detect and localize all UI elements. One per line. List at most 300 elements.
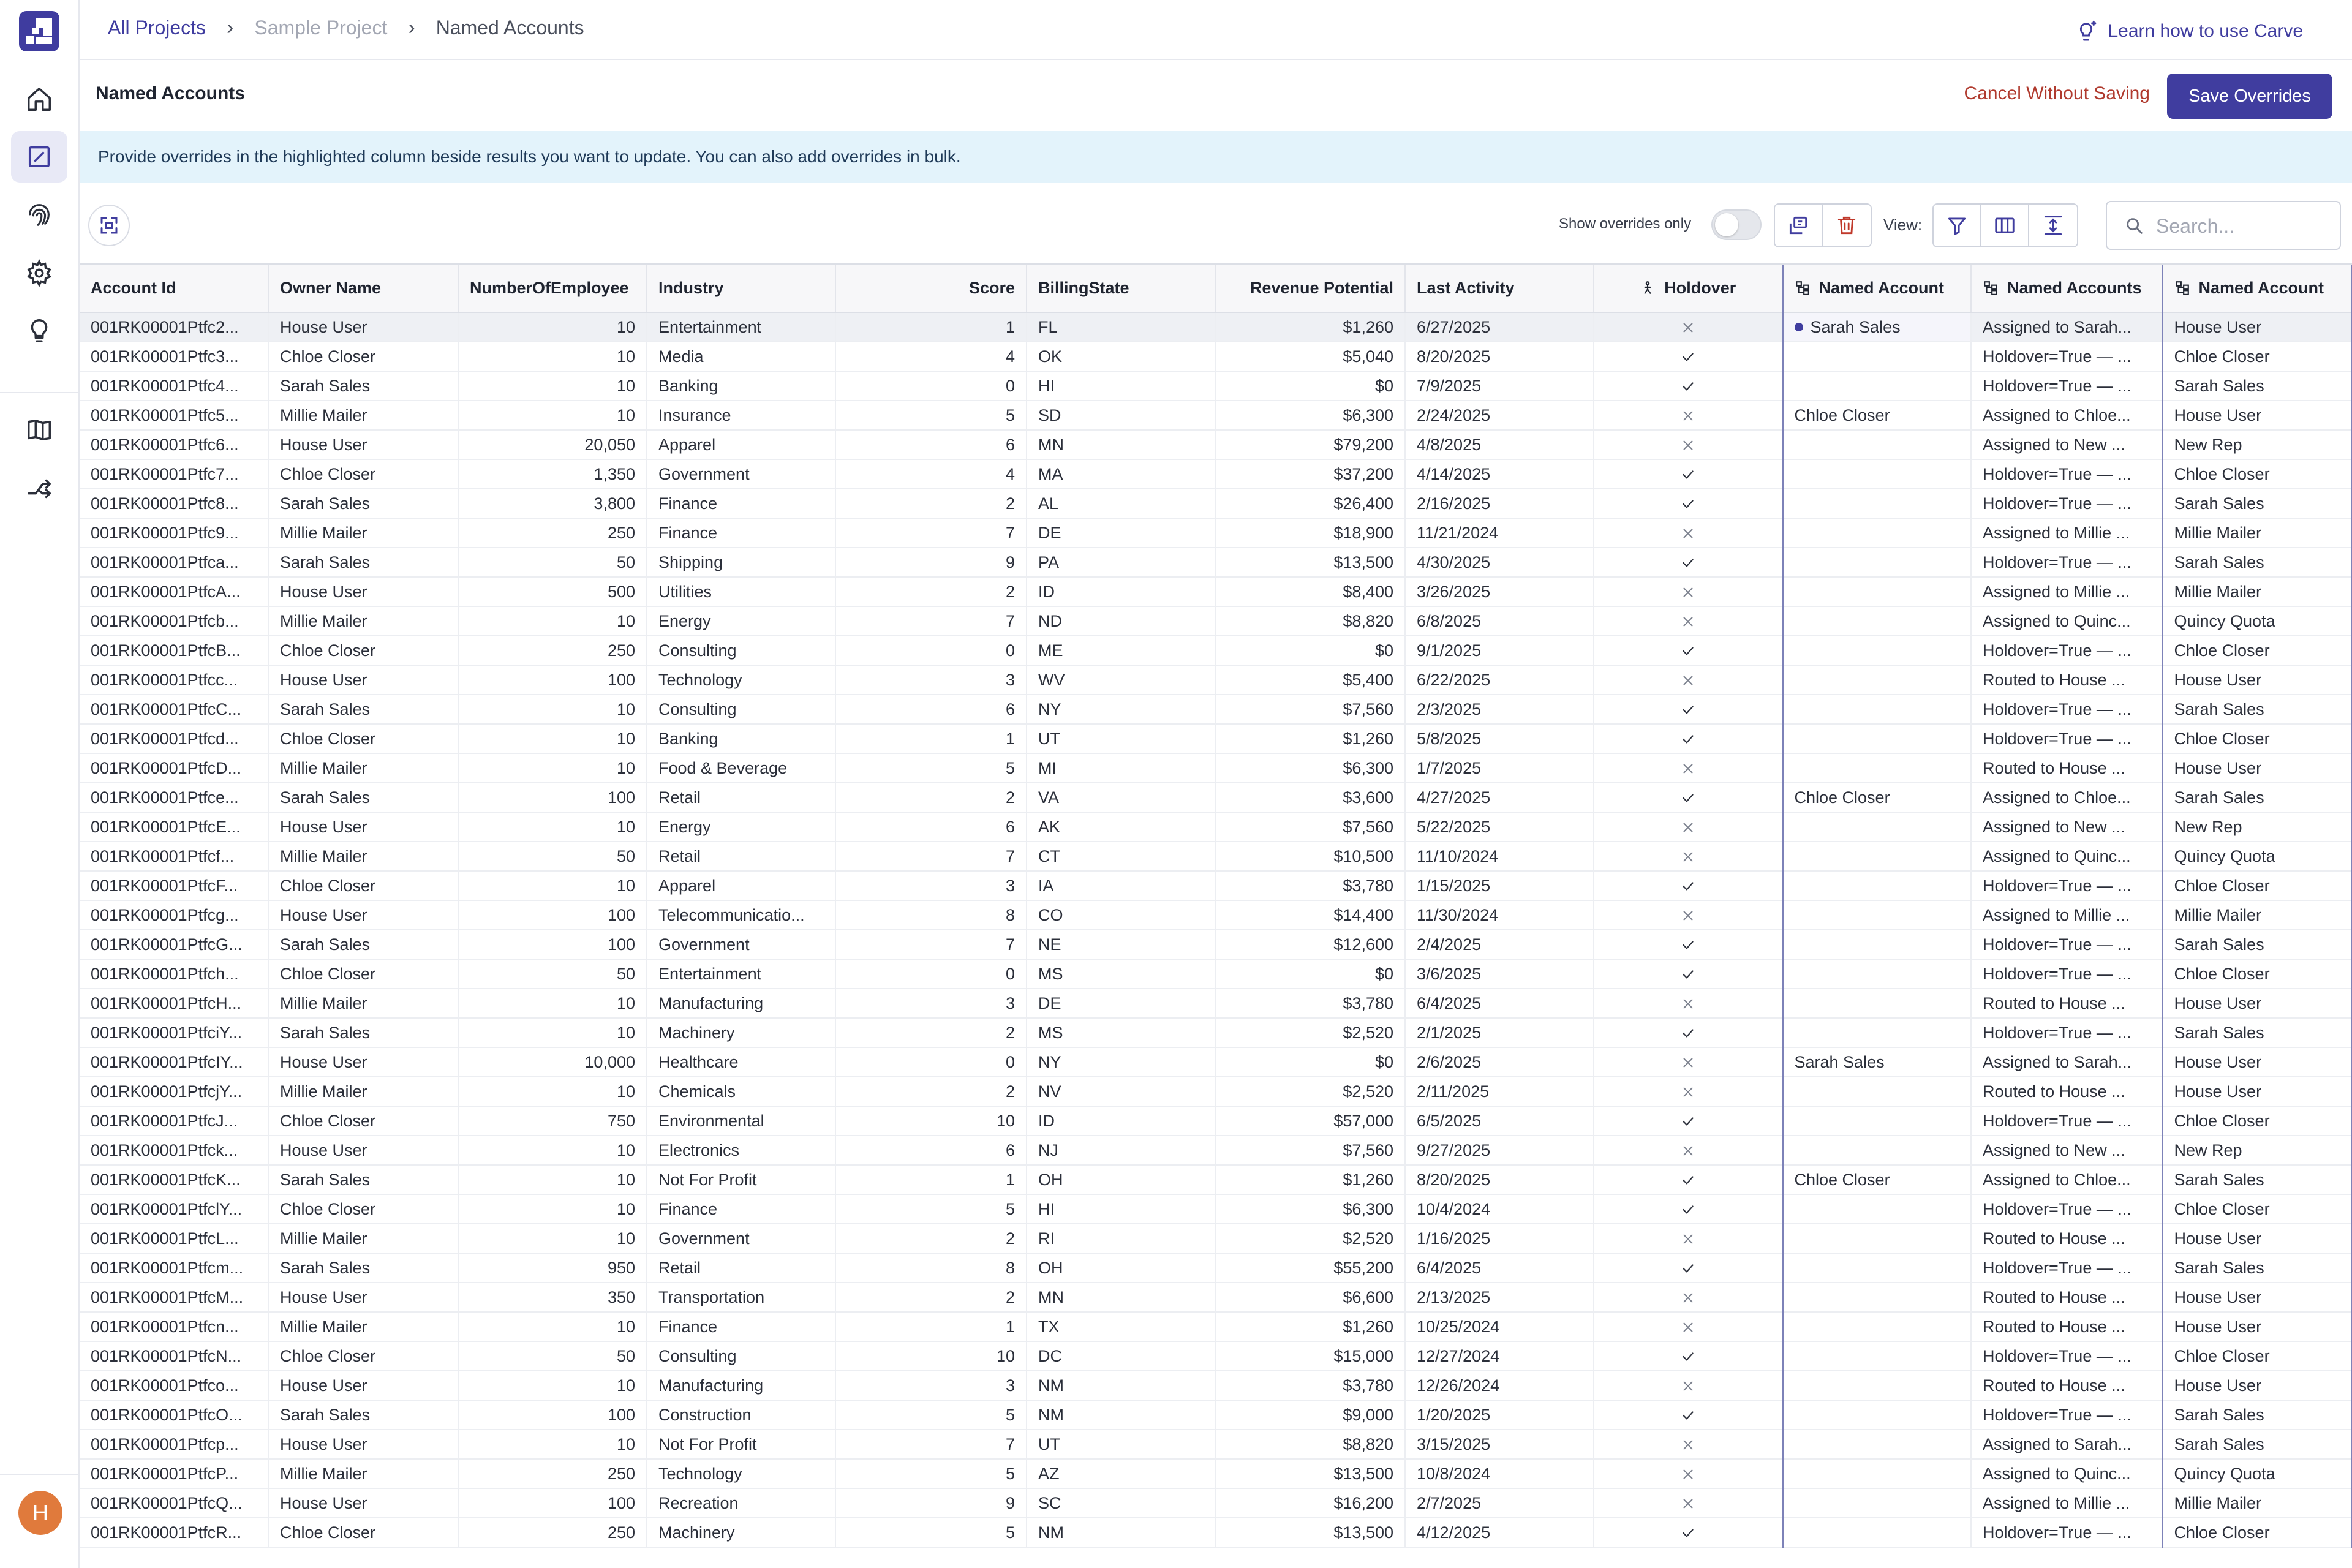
cell-override-input[interactable] [1782,1488,1971,1518]
cell-last-activity: 4/30/2025 [1405,548,1594,577]
table-row[interactable] [80,1488,2352,1518]
cell-named-account: House User [2162,989,2352,1018]
cell-score: 0 [835,1047,1027,1077]
cell-override-input[interactable] [1782,871,1971,900]
cell-billing-state: MN [1027,1283,1215,1312]
table-row[interactable] [80,665,2352,695]
table-row[interactable] [80,1371,2352,1400]
cell-last-activity: 4/12/2025 [1405,1518,1594,1547]
table-row[interactable] [80,753,2352,783]
check-icon [1680,467,1696,483]
cell-override-input[interactable] [1782,518,1971,548]
overrides-icon[interactable] [11,131,67,183]
cell-holdover [1594,842,1782,871]
table-row[interactable] [80,342,2352,371]
cell-revenue: $14,400 [1215,900,1405,930]
check-icon [1680,379,1696,394]
cell-holdover [1594,577,1782,606]
cell-revenue: $5,400 [1215,665,1405,695]
table-row[interactable] [80,812,2352,842]
cell-override-input[interactable] [1782,430,1971,459]
cell-override-input[interactable] [1782,459,1971,489]
avatar[interactable]: H [18,1491,62,1535]
cell-last-activity: 4/27/2025 [1405,783,1594,812]
cell-industry: Entertainment [647,312,835,342]
cell-override-input[interactable] [1782,606,1971,636]
table-row[interactable] [80,430,2352,459]
cell-employees: 10 [458,989,647,1018]
cell-billing-state: CO [1027,900,1215,930]
cell-override-input[interactable] [1782,1430,1971,1459]
fingerprint-icon[interactable] [11,189,67,240]
cell-named-account: New Rep [2162,430,2352,459]
cell-owner-name: Millie Mailer [268,1312,458,1341]
cell-holdover [1594,1106,1782,1136]
cell-named-account: Chloe Closer [2162,1106,2352,1136]
table-row[interactable] [80,1165,2352,1194]
cell-industry: Energy [647,812,835,842]
cell-revenue: $8,820 [1215,606,1405,636]
cell-employees: 750 [458,1106,647,1136]
cell-revenue: $13,500 [1215,1518,1405,1547]
cell-last-activity: 11/21/2024 [1405,518,1594,548]
cell-employees: 10 [458,753,647,783]
cell-override-input[interactable] [1782,989,1971,1018]
cell-account-id: 001RK00001Ptfca... [80,548,268,577]
show-overrides-toggle[interactable] [1711,209,1762,240]
cell-score: 6 [835,430,1027,459]
cell-revenue: $16,200 [1215,1488,1405,1518]
copy-icon[interactable] [1775,205,1823,246]
cell-owner-name: Chloe Closer [268,1106,458,1136]
cell-employees: 10 [458,401,647,430]
cell-reason: Assigned to New ... [1971,430,2162,459]
cell-account-id: 001RK00001Ptfc6... [80,430,268,459]
cell-account-id: 001RK00001PtfcD... [80,753,268,783]
cell-account-id: 001RK00001Ptfcd... [80,724,268,753]
cell-account-id: 001RK00001PtfcF... [80,871,268,900]
cell-industry: Apparel [647,430,835,459]
routing-icon[interactable] [11,463,67,514]
cell-owner-name: Millie Mailer [268,989,458,1018]
table-row[interactable] [80,1253,2352,1283]
cell-named-account: New Rep [2162,1136,2352,1165]
cell-score: 2 [835,1224,1027,1253]
cell-account-id: 001RK00001Ptfc7... [80,459,268,489]
cell-override-input[interactable] [1782,665,1971,695]
docs-book-icon[interactable] [11,404,67,456]
cell-named-account: House User [2162,1077,2352,1106]
cell-owner-name: House User [268,1430,458,1459]
table-row[interactable] [80,606,2352,636]
table-row[interactable] [80,900,2352,930]
cell-override-input[interactable] [1782,1341,1971,1371]
x-icon [1680,526,1696,541]
cell-employees: 50 [458,959,647,989]
cell-owner-name: Chloe Closer [268,871,458,900]
cell-override-input[interactable] [1782,724,1971,753]
cell-last-activity: 6/27/2025 [1405,312,1594,342]
cell-billing-state: NM [1027,1518,1215,1547]
cell-industry: Consulting [647,695,835,724]
cell-score: 4 [835,459,1027,489]
cell-holdover [1594,1047,1782,1077]
col-header-holdover[interactable] [1594,265,1782,312]
row-height-icon[interactable] [2029,205,2077,246]
cell-override-input[interactable] [1782,1106,1971,1136]
cell-employees: 250 [458,518,647,548]
cell-owner-name: Chloe Closer [268,1341,458,1371]
cell-last-activity: 5/8/2025 [1405,724,1594,753]
cell-last-activity: 8/20/2025 [1405,342,1594,371]
cell-override-input[interactable] [1782,695,1971,724]
cell-named-account: Sarah Sales [2162,783,2352,812]
cell-revenue: $13,500 [1215,1459,1405,1488]
learn-link[interactable] [2073,18,2303,44]
cell-last-activity: 6/8/2025 [1405,606,1594,636]
col-header-score[interactable]: Score [835,265,1027,312]
col-header-named-accounts-reason[interactable] [1971,265,2162,312]
expand-icon[interactable] [88,205,130,246]
x-icon [1680,437,1696,453]
cell-override-input[interactable] [1782,1371,1971,1400]
table-row[interactable] [80,1283,2352,1312]
table-row[interactable] [80,489,2352,518]
table-row[interactable] [80,871,2352,900]
cell-account-id: 001RK00001Ptfcg... [80,900,268,930]
cell-score: 5 [835,1194,1027,1224]
cell-billing-state: OH [1027,1165,1215,1194]
col-header-named-account-result[interactable] [2162,265,2352,312]
col-header-named-account-override[interactable] [1782,265,1971,312]
cell-reason: Assigned to Chloe... [1971,1165,2162,1194]
cell-score: 10 [835,1341,1027,1371]
col-header-number-of-employee[interactable]: NumberOfEmployee [458,265,647,312]
cell-holdover [1594,665,1782,695]
cell-owner-name: Millie Mailer [268,753,458,783]
chevron-right-icon: › [227,16,234,39]
table-row[interactable] [80,1018,2352,1047]
cell-revenue: $1,260 [1215,1165,1405,1194]
cell-override-input[interactable] [1782,900,1971,930]
cell-override-input[interactable] [1782,1018,1971,1047]
cell-account-id: 001RK00001Ptfc8... [80,489,268,518]
save-overrides-button[interactable]: Save Overrides [2167,74,2332,119]
cell-last-activity: 2/11/2025 [1405,1077,1594,1106]
cell-revenue: $3,780 [1215,1371,1405,1400]
cell-named-account: Chloe Closer [2162,459,2352,489]
cell-reason: Routed to House ... [1971,1224,2162,1253]
cell-reason: Holdover=True — ... [1971,1253,2162,1283]
cell-override-input[interactable] [1782,1518,1971,1547]
cell-override-input[interactable]: Sarah Sales [1782,1047,1971,1077]
table-header-row [80,265,2352,312]
lightbulb-icon[interactable] [11,305,67,356]
cell-named-account: Sarah Sales [2162,1430,2352,1459]
cell-named-account: House User [2162,1224,2352,1253]
cell-employees: 10 [458,695,647,724]
cell-holdover [1594,1224,1782,1253]
cell-override-input[interactable] [1782,842,1971,871]
table-row[interactable] [80,401,2352,430]
cell-revenue: $26,400 [1215,489,1405,518]
col-header-industry[interactable]: Industry [647,265,835,312]
cell-holdover [1594,1194,1782,1224]
cell-holdover [1594,371,1782,401]
cell-account-id: 001RK00001PtfcB... [80,636,268,665]
cell-industry: Machinery [647,1518,835,1547]
check-icon [1680,349,1696,365]
cell-account-id: 001RK00001PtfciY... [80,1018,268,1047]
cell-employees: 10 [458,1224,647,1253]
cell-override-input[interactable] [1782,1136,1971,1165]
cell-named-account: Chloe Closer [2162,636,2352,665]
cell-score: 6 [835,1136,1027,1165]
cancel-button[interactable]: Cancel Without Saving [1964,83,2150,104]
x-icon [1680,1378,1696,1394]
cell-score: 5 [835,1400,1027,1430]
table-row[interactable] [80,459,2352,489]
cell-holdover [1594,1165,1782,1194]
cell-reason: Assigned to Chloe... [1971,783,2162,812]
cell-holdover [1594,430,1782,459]
cell-account-id: 001RK00001Ptfck... [80,1136,268,1165]
cell-revenue: $3,780 [1215,871,1405,900]
table-row[interactable] [80,548,2352,577]
breadcrumb-sample-project[interactable]: Sample Project [254,17,388,39]
cell-revenue: $2,520 [1215,1077,1405,1106]
col-header-billing-state[interactable]: BillingState [1027,265,1215,312]
cell-reason: Holdover=True — ... [1971,1400,2162,1430]
cell-revenue: $6,600 [1215,1283,1405,1312]
check-icon [1680,1172,1696,1188]
cell-last-activity: 1/15/2025 [1405,871,1594,900]
table-row[interactable] [80,783,2352,812]
cell-override-input[interactable] [1782,930,1971,959]
table-row[interactable] [80,1430,2352,1459]
cell-score: 2 [835,1077,1027,1106]
view-label: View: [1883,216,1923,234]
cell-industry: Machinery [647,1018,835,1047]
cell-industry: Manufacturing [647,1371,835,1400]
cell-override-input[interactable] [1782,812,1971,842]
cell-last-activity: 10/4/2024 [1405,1194,1594,1224]
cell-override-input[interactable] [1782,548,1971,577]
cell-industry: Construction [647,1400,835,1430]
table-row[interactable] [80,842,2352,871]
home-icon[interactable] [11,74,67,125]
cell-reason: Assigned to Millie ... [1971,577,2162,606]
cell-override-input[interactable] [1782,1283,1971,1312]
cell-override-input[interactable]: Chloe Closer [1782,783,1971,812]
table-row[interactable] [80,577,2352,606]
cell-billing-state: SC [1027,1488,1215,1518]
col-header-account-id[interactable]: Account Id [80,265,268,312]
override-value: Sarah Sales [1810,317,1901,336]
table-row[interactable] [80,312,2352,342]
cell-reason: Routed to House ... [1971,1077,2162,1106]
check-icon [1680,937,1696,953]
columns-icon[interactable] [1981,205,2029,246]
cell-billing-state: UT [1027,724,1215,753]
cell-reason: Assigned to Millie ... [1971,518,2162,548]
table-row[interactable] [80,1341,2352,1371]
cell-industry: Technology [647,665,835,695]
cell-employees: 10 [458,342,647,371]
cell-employees: 10 [458,724,647,753]
cell-override-input[interactable] [1782,1077,1971,1106]
table-row[interactable] [80,1194,2352,1224]
cell-override-input[interactable] [1782,753,1971,783]
cell-named-account: House User [2162,401,2352,430]
cell-override-input[interactable] [1782,1253,1971,1283]
cell-revenue: $7,560 [1215,812,1405,842]
x-icon [1680,849,1696,865]
cell-last-activity: 2/6/2025 [1405,1047,1594,1077]
cell-override-input[interactable] [1782,1400,1971,1430]
cell-reason: Routed to House ... [1971,753,2162,783]
x-icon [1680,1231,1696,1247]
cell-named-account: House User [2162,1047,2352,1077]
cell-override-input[interactable] [1782,636,1971,665]
cell-override-input[interactable] [1782,1194,1971,1224]
table-row[interactable] [80,518,2352,548]
cell-billing-state: AL [1027,489,1215,518]
cell-score: 5 [835,753,1027,783]
cell-override-input[interactable] [1782,959,1971,989]
check-icon [1680,496,1696,512]
cell-named-account: Quincy Quota [2162,606,2352,636]
breadcrumb [108,16,584,40]
cell-billing-state: RI [1027,1224,1215,1253]
cell-named-account: Millie Mailer [2162,1488,2352,1518]
table-row[interactable] [80,1518,2352,1547]
cell-billing-state: NY [1027,695,1215,724]
learn-link-label: Learn how to use Carve [2108,21,2303,41]
table-row[interactable] [80,1106,2352,1136]
x-icon [1680,1143,1696,1159]
col-header-revenue-potential[interactable]: Revenue Potential [1215,265,1405,312]
carve-logo[interactable] [19,11,59,51]
cell-account-id: 001RK00001Ptfc2... [80,312,268,342]
col-header-owner-name[interactable]: Owner Name [268,265,458,312]
table-row[interactable] [80,371,2352,401]
cell-account-id: 001RK00001PtfcG... [80,930,268,959]
cell-industry: Transportation [647,1283,835,1312]
cell-revenue: $13,500 [1215,548,1405,577]
cell-reason: Holdover=True — ... [1971,1018,2162,1047]
cell-last-activity: 1/20/2025 [1405,1400,1594,1430]
table-row[interactable] [80,1136,2352,1165]
filter-icon[interactable] [1934,205,1981,246]
cell-billing-state: NE [1027,930,1215,959]
cell-billing-state: DC [1027,1341,1215,1371]
cell-override-input[interactable] [1782,489,1971,518]
page-title: Named Accounts [96,83,245,104]
cell-employees: 50 [458,1341,647,1371]
cell-named-account: Chloe Closer [2162,871,2352,900]
table-row[interactable] [80,1224,2352,1253]
check-icon [1680,643,1696,659]
cell-override-input[interactable] [1782,371,1971,401]
check-icon [1680,790,1696,806]
cell-reason: Holdover=True — ... [1971,636,2162,665]
table-row[interactable] [80,989,2352,1018]
cell-revenue: $57,000 [1215,1106,1405,1136]
table-row[interactable] [80,959,2352,989]
x-icon [1680,1319,1696,1335]
cell-holdover [1594,871,1782,900]
table-row[interactable] [80,1047,2352,1077]
cell-employees: 250 [458,636,647,665]
table-row[interactable] [80,930,2352,959]
cell-account-id: 001RK00001Ptfc3... [80,342,268,371]
cell-named-account: Sarah Sales [2162,548,2352,577]
check-icon [1680,1114,1696,1129]
cell-account-id: 001RK00001PtfcP... [80,1459,268,1488]
cell-last-activity: 9/27/2025 [1405,1136,1594,1165]
gear-icon[interactable] [11,247,67,299]
cell-account-id: 001RK00001Ptfce... [80,783,268,812]
cell-account-id: 001RK00001Ptfcb... [80,606,268,636]
table-row[interactable] [80,1312,2352,1341]
cell-industry: Recreation [647,1488,835,1518]
check-icon [1680,967,1696,982]
cell-override-input[interactable] [1782,1312,1971,1341]
cell-owner-name: Sarah Sales [268,1400,458,1430]
cell-owner-name: Sarah Sales [268,783,458,812]
cell-industry: Consulting [647,1341,835,1371]
cell-holdover [1594,606,1782,636]
check-icon [1680,1349,1696,1365]
trash-icon[interactable] [1823,205,1871,246]
cell-override-input[interactable] [1782,1459,1971,1488]
cell-override-input[interactable]: Chloe Closer [1782,1165,1971,1194]
cell-override-input[interactable] [1782,577,1971,606]
breadcrumb-all-projects[interactable]: All Projects [108,17,206,39]
cell-last-activity: 2/13/2025 [1405,1283,1594,1312]
cell-industry: Retail [647,1253,835,1283]
cell-override-input[interactable]: Chloe Closer [1782,401,1971,430]
table-row[interactable] [80,695,2352,724]
col-header-last-activity[interactable]: Last Activity [1405,265,1594,312]
cell-holdover [1594,342,1782,371]
cell-override-input[interactable] [1782,342,1971,371]
cell-account-id: 001RK00001PtfcL... [80,1224,268,1253]
cell-holdover [1594,1283,1782,1312]
cell-override-input[interactable] [1782,312,1971,342]
table-row[interactable] [80,636,2352,665]
cell-reason: Holdover=True — ... [1971,489,2162,518]
table-row[interactable] [80,724,2352,753]
cell-score: 6 [835,812,1027,842]
cell-account-id: 001RK00001Ptfc5... [80,401,268,430]
table-row[interactable] [80,1400,2352,1430]
cell-billing-state: TX [1027,1312,1215,1341]
cell-account-id: 001RK00001PtfcC... [80,695,268,724]
cell-override-input[interactable] [1782,1224,1971,1253]
cell-billing-state: CT [1027,842,1215,871]
search-input[interactable] [2156,212,2334,240]
cell-score: 5 [835,1518,1027,1547]
x-icon [1680,761,1696,777]
table-row[interactable] [80,1459,2352,1488]
cell-named-account: Chloe Closer [2162,1194,2352,1224]
cell-revenue: $10,500 [1215,842,1405,871]
cell-reason: Assigned to Quinc... [1971,842,2162,871]
toggle-knob [1715,213,1738,236]
table-row[interactable] [80,1077,2352,1106]
